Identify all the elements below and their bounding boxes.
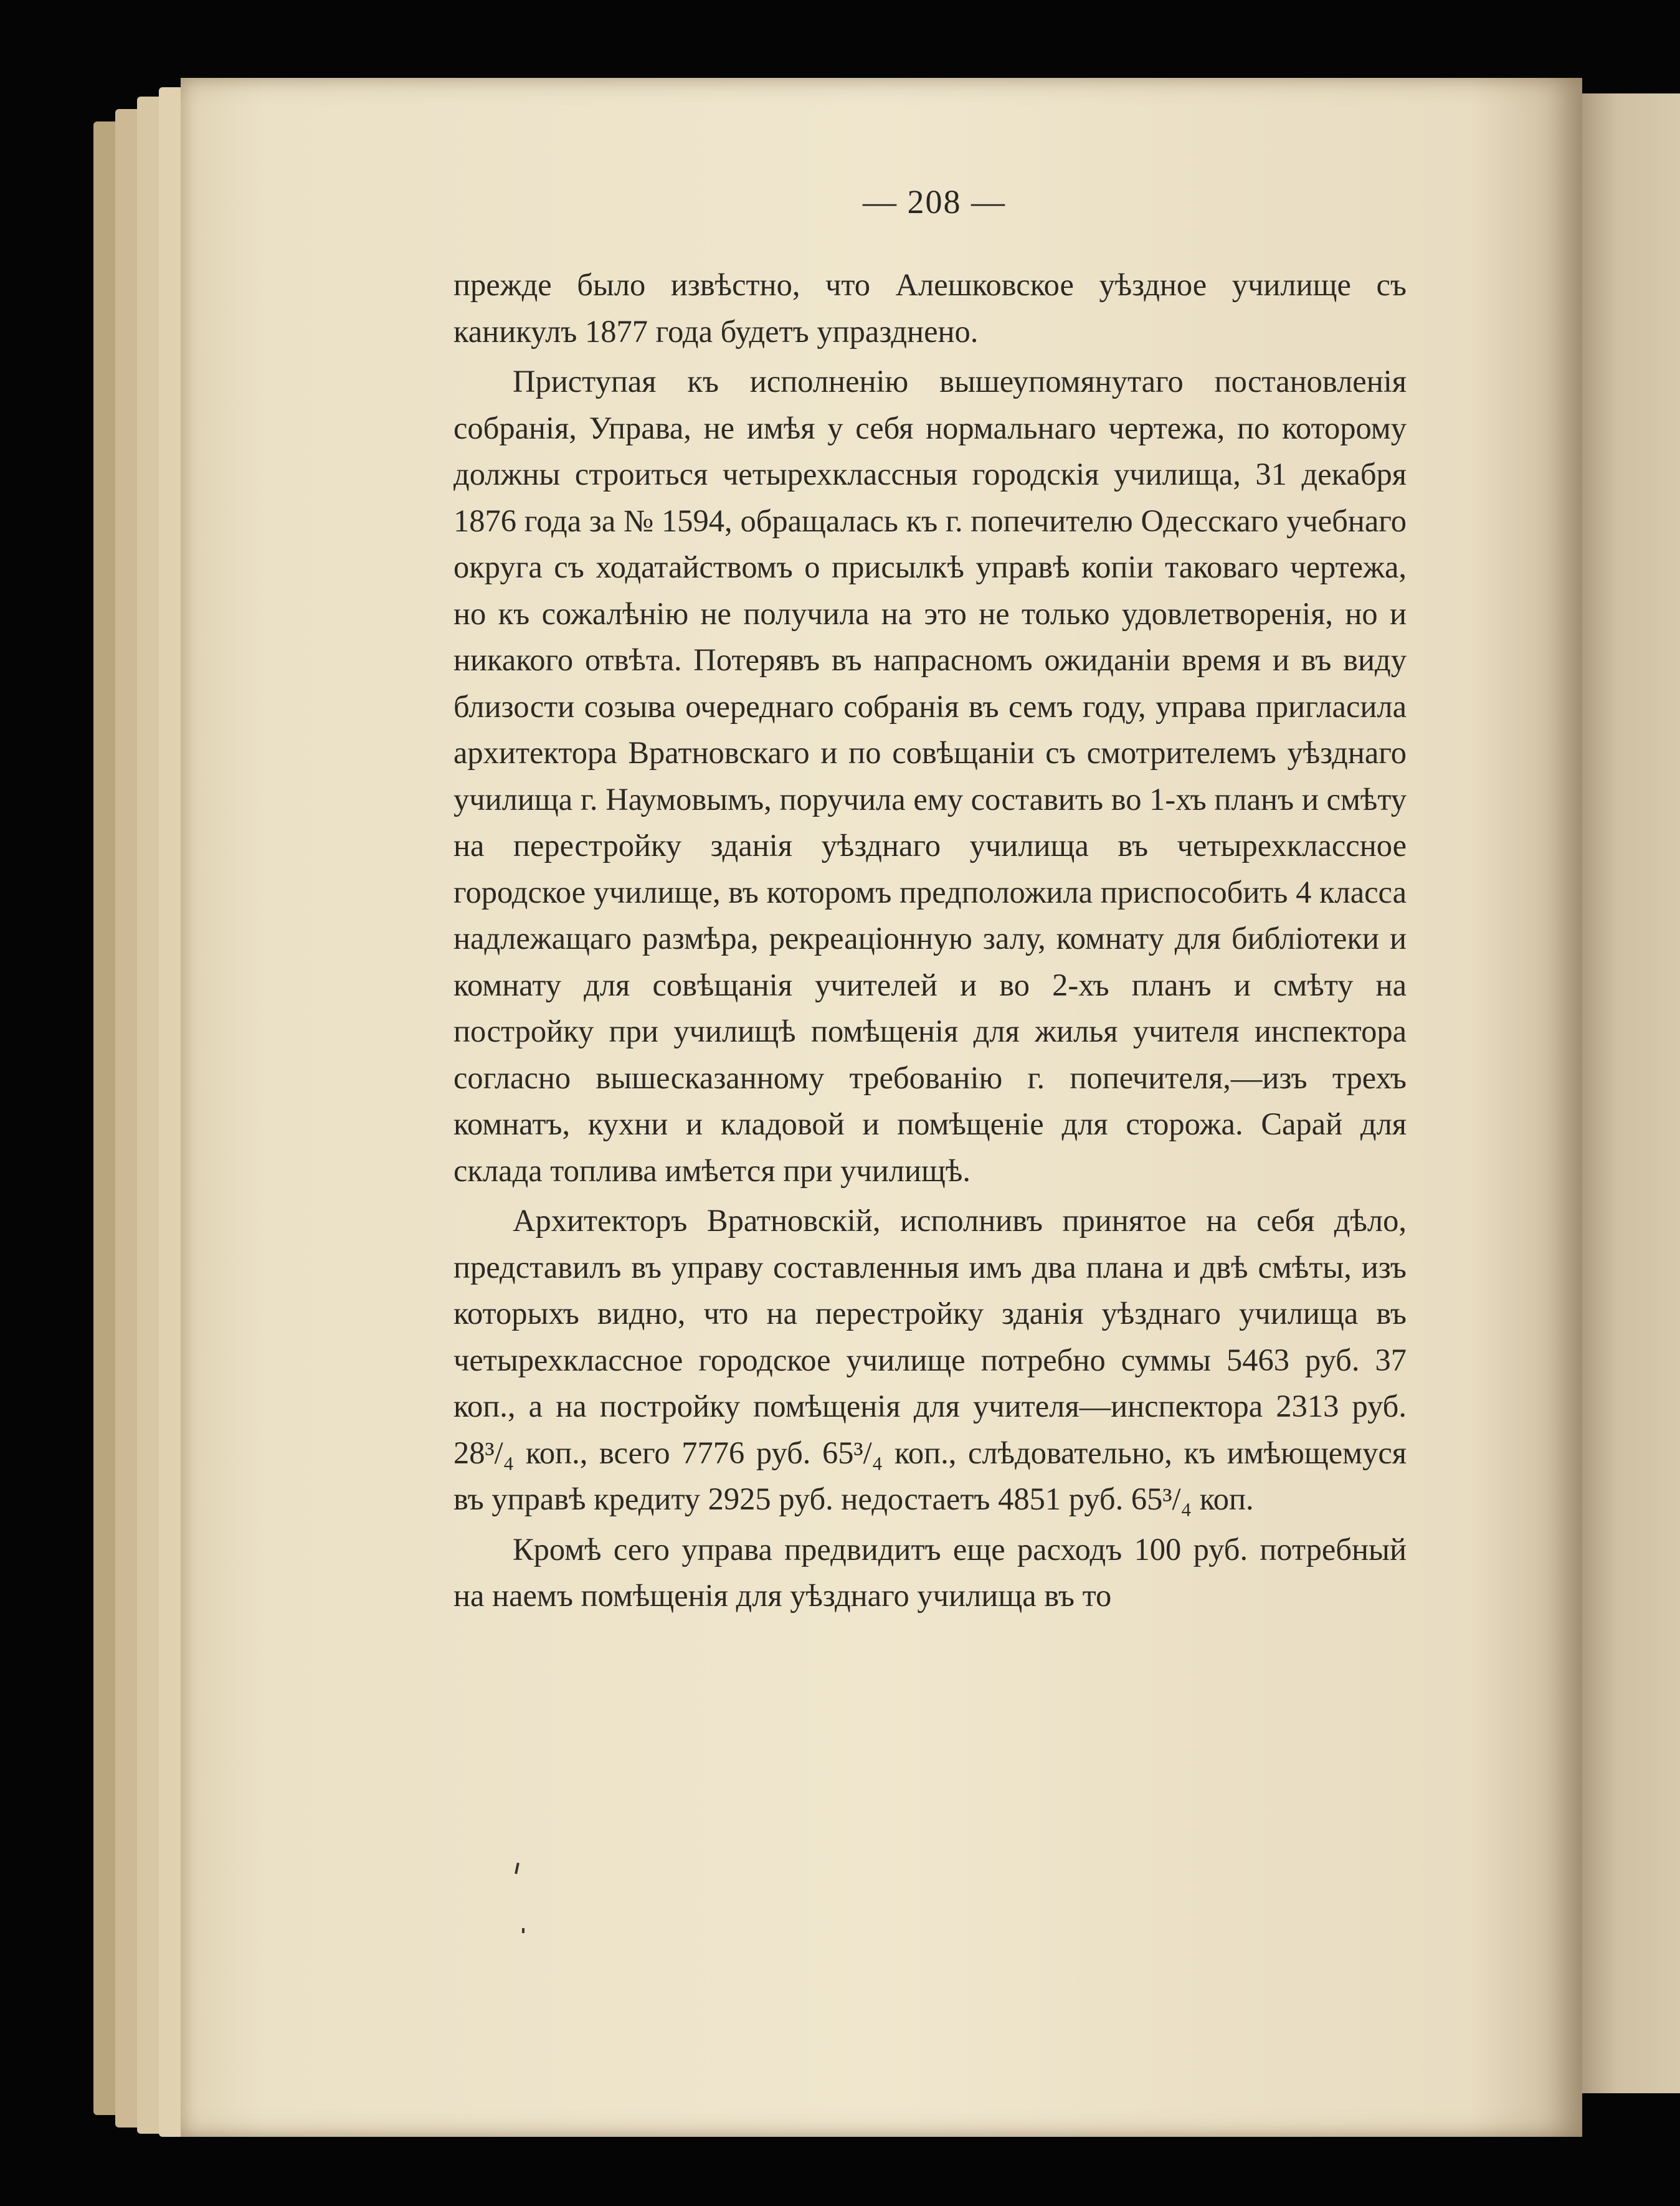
page-number: — 208 — xyxy=(863,183,1006,221)
paragraph-continuation: прежде было извѣстно, что Алешковское уѣздное училище съ каникулъ 1877 года будетъ упразднено. xyxy=(453,267,1407,349)
paragraph: Архитекторъ Вратновскій, исполнивъ принятое на себя дѣло, представилъ въ управу составленныя имъ два плана и двѣ смѣты, изъ которыхъ видно, что на перестройку зданія уѣзднаго училища въ четырехклассное городское училище потребно суммы 5463 руб. 37 коп., а на постройку помѣщенія для учителя—инспектора 2313 руб. 28³/₄ коп., всего 7776 руб. 65³/₄ коп., слѣдовательно, къ имѣющемуся въ управѣ кредиту 2925 руб. недостаетъ 4851 руб. 65³/₄ коп. xyxy=(453,1203,1407,1516)
body-text xyxy=(453,262,1407,1619)
paragraph: Кромѣ сего управа предвидитъ еще расходъ 100 руб. потребный на наемъ помѣщенія для уѣзднаго училища въ то xyxy=(453,1531,1407,1613)
ink-speck xyxy=(522,1928,524,1933)
adjacent-page xyxy=(1573,93,1680,2093)
paragraph: Приступая къ исполненію вышеупомянутаго постановленія собранія, Управа, не имѣя у себя нормальнаго чертежа, по которому должны строиться четырехклассныя городскія училища, 31 декабря 1876 года за № 1594, обращалась къ г. попечителю Одесскаго учебнаго округа съ ходатайствомъ о присылкѣ управѣ копіи таковаго чертежа, но къ сожалѣнію не получила на это не только удовлетворенія, но и никакого отвѣта. Потерявъ въ напрасномъ ожиданіи время и въ виду близости созыва очереднаго собранія въ семъ году, управа пригласила архитектора Вратновскаго и по совѣщаніи съ смотрителемъ уѣзднаго училища г. Наумовымъ, поручила ему составить во 1-хъ планъ и смѣту на перестройку зданія уѣзднаго училища въ четырехклассное городское училище, въ которомъ предположила приспособить 4 класса надлежащаго размѣра, рекреаціонную залу, комнату для библіотеки и комнату для совѣщанія учителей и во 2-хъ планъ и смѣту на постройку при училищѣ помѣщенія для жилья учителя инспектора согласно вышесказанному требованію г. попечителя,—изъ трехъ комнатъ, кухни и кладовой и помѣщеніе для сторожа. Сарай для склада топлива имѣется при училищѣ. xyxy=(453,364,1407,1188)
